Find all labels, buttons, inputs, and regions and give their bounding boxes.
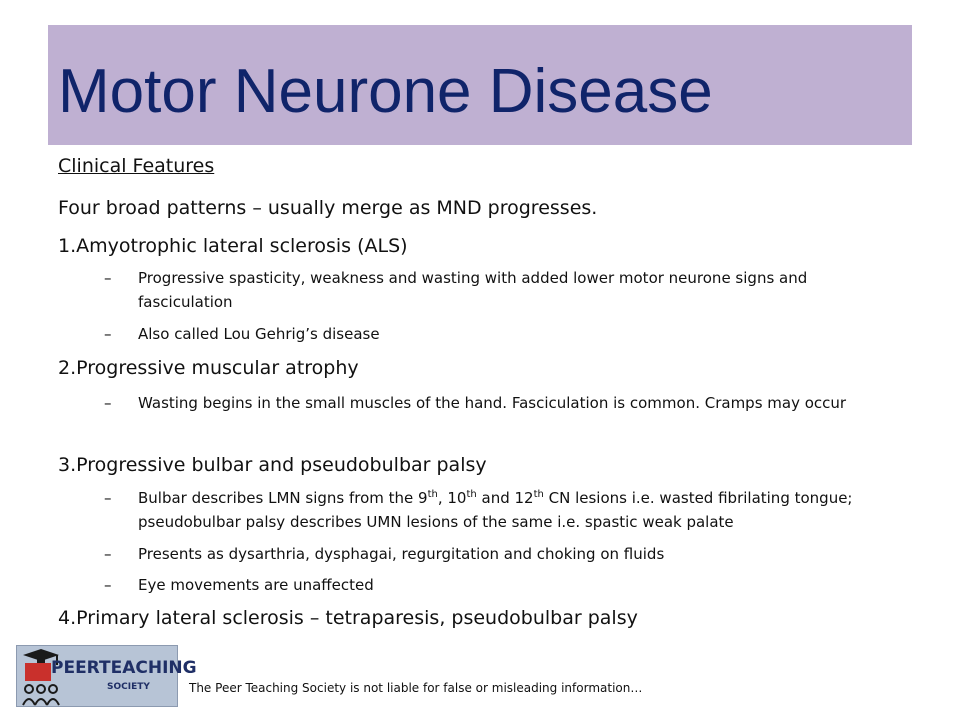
bullet-text: Progressive spasticity, weakness and wasting with added lower motor neurone signs and fasciculation <box>138 269 808 311</box>
bullet-text: Also called Lou Gehrig’s disease <box>138 325 380 343</box>
bullet-bulbar-3 <box>104 573 904 597</box>
bullet-text: Eye movements are unaffected <box>138 576 374 594</box>
bullet-dash: – <box>104 489 112 507</box>
bullet-text: Bulbar describes LMN signs from the 9th, 10th and 12th CN lesions i.e. wasted fibrilating tongue; pseudobulbar palsy describes UMN lesions of the same i.e. spastic weak palate <box>138 489 853 531</box>
bullet-als-2 <box>104 322 904 346</box>
section-heading-bulbar: 3.Progressive bulbar and pseudobulbar palsy <box>58 454 487 476</box>
footer-disclaimer: The Peer Teaching Society is not liable for false or misleading information… <box>189 681 643 695</box>
subtitle: Clinical Features <box>58 155 215 177</box>
bullet-als-1 <box>104 266 904 314</box>
section-heading-pma: 2.Progressive muscular atrophy <box>58 357 359 379</box>
bullet-bulbar-2 <box>104 542 904 566</box>
bullet-dash: – <box>104 394 112 412</box>
slide-title: Motor Neurone Disease <box>58 57 713 126</box>
bullet-dash: – <box>104 325 112 343</box>
bullet-dash: – <box>104 545 112 563</box>
bullet-bulbar-1 <box>104 486 904 534</box>
bullet-pma-1 <box>104 391 904 415</box>
logo-subtext: SOCIETY <box>107 682 150 692</box>
bullet-dash: – <box>104 576 112 594</box>
section-heading-pls: 4.Primary lateral sclerosis – tetraparesis, pseudobulbar palsy <box>58 607 638 629</box>
section-heading-als: 1.Amyotrophic lateral sclerosis (ALS) <box>58 235 408 257</box>
intro-text: Four broad patterns – usually merge as MND progresses. <box>58 197 598 219</box>
bullet-text: Presents as dysarthria, dysphagai, regurgitation and choking on fluids <box>138 545 665 563</box>
logo-text: PEERTEACHING <box>51 658 197 678</box>
bullet-dash: – <box>104 269 112 287</box>
peer-teaching-logo <box>16 645 197 707</box>
bullet-text: Wasting begins in the small muscles of the hand. Fasciculation is common. Cramps may occur <box>138 394 847 412</box>
